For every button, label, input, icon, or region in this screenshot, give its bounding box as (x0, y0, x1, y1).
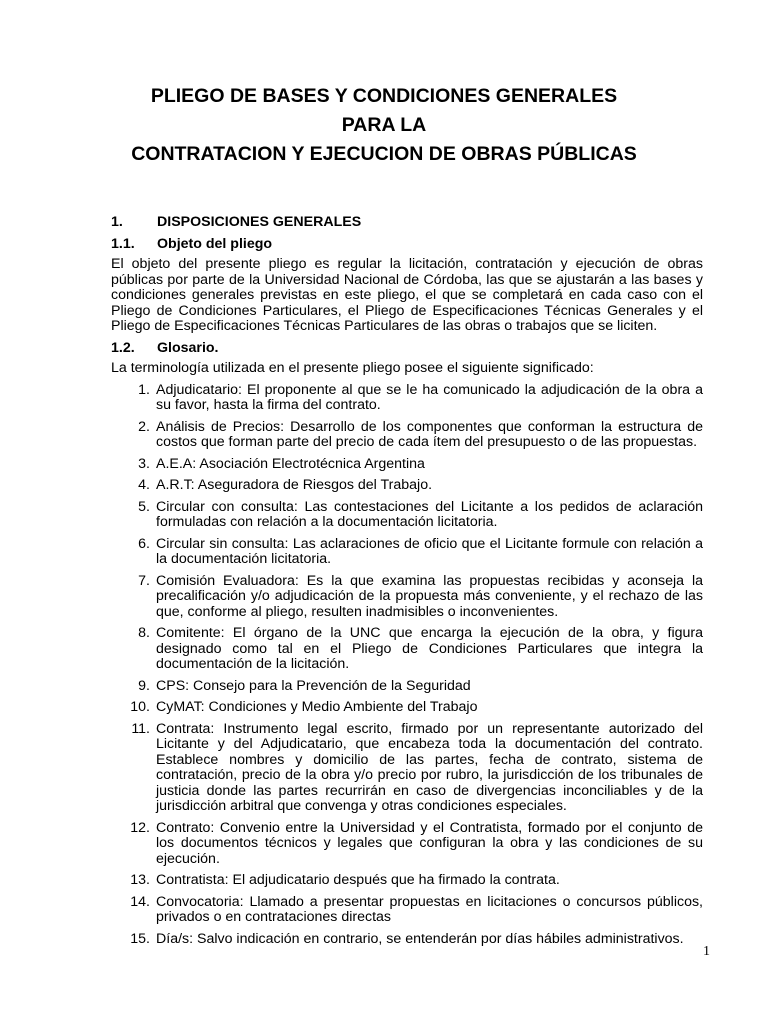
title-line-2: PARA LA (341, 114, 427, 136)
section-title: DISPOSICIONES GENERALES (157, 214, 362, 230)
section-title: Glosario. (157, 339, 219, 356)
list-item (111, 700, 703, 716)
list-item-text: Análisis de Precios: Desarrollo de los componentes que conforman la estructura de costos que forman parte del precio de cada ítem del presupuesto o de las propuestas. (156, 418, 703, 450)
list-item-number: 9. (138, 677, 150, 694)
list-item (111, 626, 703, 673)
list-item (111, 457, 703, 473)
list-item (111, 679, 703, 695)
list-item-number: 2. (138, 418, 150, 435)
list-item-number: 11. (131, 720, 150, 737)
list-item-text: CyMAT: Condiciones y Medio Ambiente del Trabajo (156, 699, 478, 715)
list-item-text: CPS: Consejo para la Prevención de la Seguridad (156, 677, 471, 694)
list-item-text: Comisión Evaluadora: Es la que examina las propuestas recibidas y aconseja la precalificación y/o adjudicación de la propuesta más conveniente, y el rechazo de las que, conforme al pliego, resulten inadmisibles o inconvenientes. (156, 572, 703, 620)
title-line-1: PLIEGO DE BASES Y CONDICIONES GENERALES (150, 85, 618, 107)
list-item-number: 12. (130, 819, 150, 836)
list-item (111, 932, 703, 948)
list-item-number: 10. (130, 699, 150, 715)
title-line-3: CONTRATACION Y EJECUCION DE OBRAS PÚBLICAS (131, 143, 637, 165)
list-item-number: 15. (130, 930, 150, 947)
glossary-list (111, 383, 703, 948)
list-item (111, 722, 703, 815)
page-number: 1 (703, 944, 710, 959)
list-item (111, 821, 703, 868)
section-number: 1.2. (111, 339, 135, 356)
list-item-text: Adjudicatario: El proponente al que se le ha comunicado la adjudicación de la obra a su favor, hasta la firma del contrato. (156, 381, 703, 413)
list-item (111, 478, 703, 494)
list-item-text: A.R.T: Aseguradora de Riesgos del Trabajo. (156, 477, 433, 493)
list-item-number: 4. (138, 477, 150, 493)
list-item-number: 13. (130, 872, 150, 888)
list-item-text: Día/s: Salvo indicación en contrario, se entenderán por días hábiles administrativos. (156, 930, 684, 947)
list-item-number: 14. (130, 893, 150, 910)
list-item-text: Contrata: Instrumento legal escrito, firmado por un representante autorizado del Licitante y del Adjudicatario, que encabeza toda la documentación del contrato. Establece nombres y domicilio de las partes, fecha de contrato, sistema de contratación, precio de la obra y/o precio por rubro, la jurisdicción de los tribunales de justicia donde las partes recurrirán en caso de divergencias inconciliables y de la jurisdicción arbitral que convenga y otras condiciones especiales. (156, 720, 703, 814)
list-item-number: 6. (138, 535, 150, 552)
section-paragraph: El objeto del presente pliego es regular la licitación, contratación y ejecución de obras públicas por parte de la Universidad Nacional de Córdoba, las que se ajustarán a las bases y condiciones generales previstas en este pliego, el que se completará en cada caso con el Pliego de Condiciones Particulares, el Pliego de Especificaciones Técnicas Generales y el Pliego de Especificaciones Técnicas Particulares de las obras o trabajos que se liciten. (111, 256, 703, 334)
list-item-number: 3. (138, 455, 150, 472)
section-heading-1-2 (111, 341, 703, 357)
list-item-text: Convocatoria: Llamado a presentar propuestas en licitaciones o concursos públicos, privados o en contrataciones directas (156, 893, 703, 925)
glossary-intro: La terminología utilizada en el presente pliego posee el siguiente significado: (111, 360, 594, 376)
list-item (111, 873, 703, 889)
section-number: 1.1. (111, 235, 135, 252)
list-item-text: Circular con consulta: Las contestaciones del Licitante a los pedidos de aclaración formuladas con relación a la documentación licitatoria. (156, 498, 703, 530)
list-item (111, 895, 703, 926)
list-item-text: Contratista: El adjudicatario después que ha firmado la contrata. (156, 872, 560, 888)
document-title (0, 82, 768, 169)
list-item-text: Comitente: El órgano de la UNC que encarga la ejecución de la obra, y figura designado como tal en el Pliego de Condiciones Particulares que integra la documentación de la licitación. (156, 625, 703, 672)
list-item (111, 537, 703, 568)
list-item (111, 420, 703, 451)
section-title: Objeto del pliego (157, 235, 273, 252)
list-item (111, 500, 703, 531)
list-item-number: 7. (138, 572, 150, 589)
list-item-text: A.E.A: Asociación Electrotécnica Argentina (156, 455, 425, 472)
list-item-number: 5. (138, 498, 150, 515)
list-item-text: Circular sin consulta: Las aclaraciones de oficio que el Licitante formule con relación a la documentación licitatoria. (156, 535, 703, 567)
section-heading-1 (111, 215, 703, 231)
document-body (111, 215, 703, 953)
section-number: 1. (111, 214, 123, 230)
list-item-number: 1. (138, 381, 150, 398)
list-item (111, 574, 703, 621)
section-heading-1-1 (111, 237, 703, 253)
list-item (111, 383, 703, 414)
list-item-text: Contrato: Convenio entre la Universidad y el Contratista, formado por el conjunto de los documentos técnicos y legales que configuran la obra y las condiciones de su ejecución. (156, 819, 703, 867)
list-item-number: 8. (138, 625, 150, 641)
